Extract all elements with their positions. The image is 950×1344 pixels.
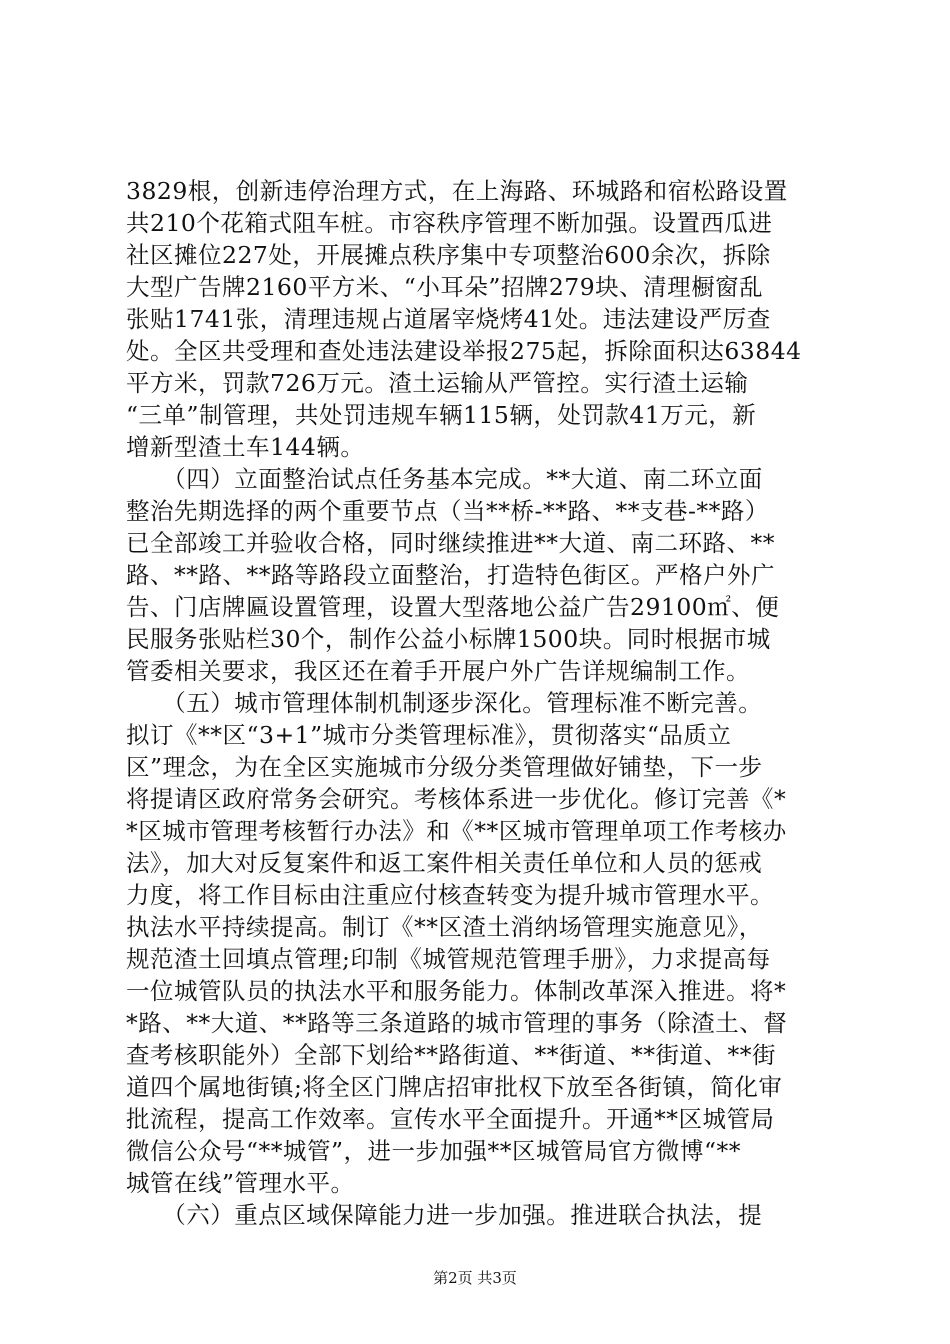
text-line: 告、门店牌匾设置管理，设置大型落地公益广告29100㎡、便 — [126, 593, 780, 621]
text-line: 平方米，罚款726万元。渣土运输从严管控。实行渣土运输 — [126, 369, 749, 397]
text-line: 共210个花箱式阻车桩。市容秩序管理不断加强。设置西瓜进 — [126, 209, 773, 237]
text-line: 力度，将工作目标由注重应付核查转变为提升城市管理水平。 — [126, 881, 774, 909]
page-footer: 第2页 共3页 — [433, 1269, 517, 1287]
text-line: 将提请区政府常务会研究。考核体系进一步优化。修订完善《* — [126, 785, 787, 813]
text-line: 已全部竣工并验收合格，同时继续推进**大道、南二环路、** — [126, 529, 775, 557]
text-line: 张贴1741张，清理违规占道屠宰烧烤41处。违法建设严厉查 — [126, 305, 771, 333]
text-line: 区”理念，为在全区实施城市分级分类管理做好铺垫，下一步 — [126, 753, 763, 781]
text-line: 路、**路、**路等路段立面整治，打造特色街区。严格户外广 — [126, 561, 775, 589]
text-line: 处。全区共受理和查处违法建设举报275起，拆除面积达63844 — [126, 337, 802, 365]
text-line: 微信公众号“**城管”，进一步加强**区城管局官方微博“** — [126, 1137, 742, 1165]
text-line: “三单”制管理，共处罚违规车辆115辆，处罚款41万元，新 — [126, 401, 757, 429]
text-line: （五）城市管理体制机制逐步深化。管理标准不断完善。 — [126, 689, 763, 717]
text-line: （四）立面整治试点任务基本完成。**大道、南二环立面 — [126, 465, 763, 493]
text-line: 拟订《**区“3+1”城市分类管理标准》，贯彻落实“品质立 — [126, 721, 732, 749]
text-line: （六）重点区域保障能力进一步加强。推进联合执法，提 — [126, 1201, 763, 1229]
text-line: *区城市管理考核暂行办法》和《**区城市管理单项工作考核办 — [126, 817, 787, 845]
text-line: 执法水平持续提高。制订《**区渣土消纳场管理实施意见》， — [126, 913, 763, 941]
text-line: 整治先期选择的两个重要节点（当**桥-**路、**支巷-**路） — [126, 497, 769, 525]
text-line: 城管在线”管理水平。 — [126, 1169, 355, 1197]
text-line: 民服务张贴栏30个，制作公益小标牌1500块。同时根据市城 — [126, 625, 771, 653]
text-line: 道四个属地街镇;将全区门牌店招审批权下放至各街镇，简化审 — [126, 1073, 783, 1101]
text-line: 规范渣土回填点管理;印制《城管规范管理手册》，力求提高每 — [126, 945, 771, 973]
text-line: 批流程，提高工作效率。宣传水平全面提升。开通**区城管局 — [126, 1105, 775, 1133]
text-line: 查考核职能外）全部下划给**路街道、**街道、**街道、**街 — [126, 1041, 776, 1069]
text-line: *路、**大道、**路等三条道路的城市管理的事务（除渣土、督 — [126, 1009, 788, 1037]
text-line: 社区摊位227处，开展摊点秩序集中专项整治600余次，拆除 — [126, 241, 771, 269]
text-line: 法》，加大对反复案件和返工案件相关责任单位和人员的惩戒 — [126, 849, 763, 877]
text-line: 3829根，创新违停治理方式，在上海路、环城路和宿松路设置 — [126, 177, 788, 205]
text-line: 管委相关要求，我区还在着手开展户外广告详规编制工作。 — [126, 657, 750, 685]
text-line: 增新型渣土车144辆。 — [126, 433, 365, 461]
text-line: 大型广告牌2160平方米、“小耳朵”招牌279块、清理橱窗乱 — [126, 273, 764, 301]
text-line: 一位城管队员的执法水平和服务能力。体制改革深入推进。将* — [126, 977, 787, 1005]
